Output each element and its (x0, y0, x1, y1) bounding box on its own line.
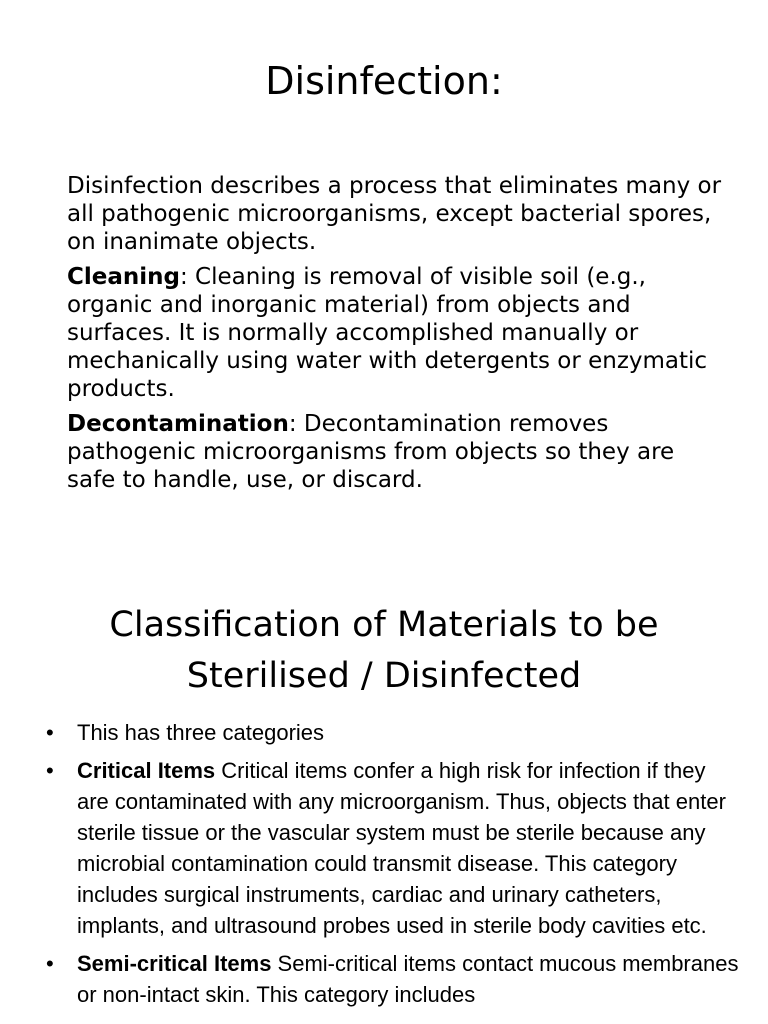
category-list (0, 717, 768, 1017)
bullet-icon: • (46, 720, 54, 745)
bullet-icon: • (46, 951, 54, 976)
section-title (0, 600, 768, 702)
list-item-term: Semi-critical Items (77, 951, 272, 976)
section-title-line1: Classification of Materials to be (109, 605, 659, 645)
list-item (0, 755, 768, 941)
list-item (0, 948, 768, 1010)
decontamination-term: Decontamination (67, 411, 289, 437)
list-item-text: Semi-critical items contact mucous membranes or non-intact skin. This category includes (77, 951, 739, 1007)
cleaning-paragraph (67, 263, 727, 403)
decontamination-paragraph (67, 410, 727, 494)
bullet-icon: • (46, 758, 54, 783)
page-title: Disinfection: (265, 59, 503, 103)
disinfection-definitions (67, 172, 727, 501)
cleaning-term: Cleaning (67, 264, 180, 290)
list-item-text: This has three categories (77, 720, 325, 745)
decontamination-definition: : Decontamination removes pathogenic microorganisms from objects so they are safe to handle, use, or discard. (67, 411, 675, 493)
list-item (0, 717, 768, 748)
list-item-text: Critical items confer a high risk for infection if they are contaminated with any microorganism. Thus, objects that enter sterile tissue or the vascular system must be sterile because any microbial contamination could transmit disease. This category includes surgical instruments, cardiac and urinary catheters, implants, and ultrasound probes used in sterile body cavities etc. (77, 758, 726, 938)
cleaning-definition: : Cleaning is removal of visible soil (e.g., organic and inorganic material) from objects and surfaces. It is normally accomplished manually or mechanically using water with detergents or enzymatic products. (67, 264, 708, 402)
intro-paragraph: Disinfection describes a process that eliminates many or all pathogenic microorganisms, except bacterial spores, on inanimate objects. (67, 173, 722, 255)
section-title-line2: Sterilised / Disinfected (186, 656, 582, 696)
list-item-term: Critical Items (77, 758, 216, 783)
